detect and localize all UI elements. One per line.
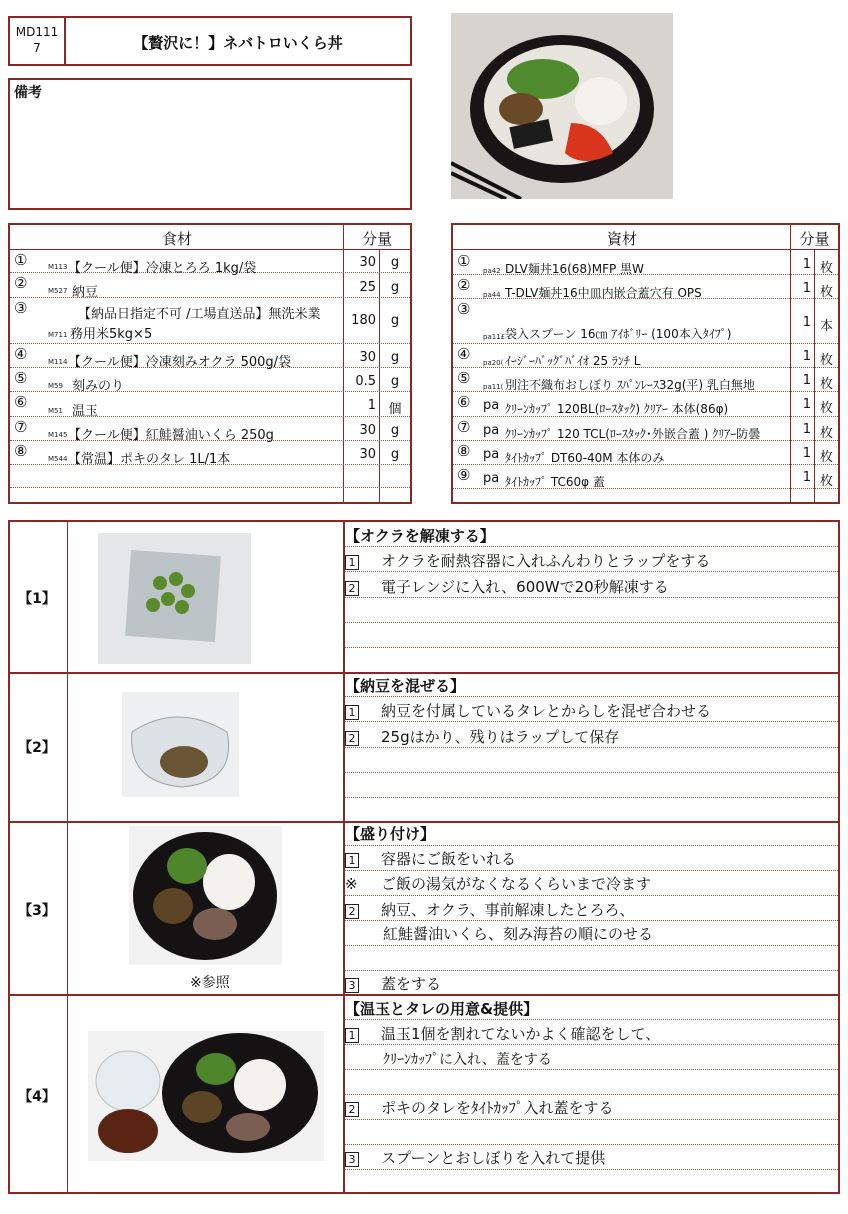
step-line: ｸﾘｰﾝｶｯﾌﾟに入れ、蓋をする — [383, 1052, 552, 1068]
step-title: 【温玉とタレの用意&提供】 — [345, 1000, 539, 1018]
materials-col-name: 資材 — [606, 230, 637, 248]
step-label: 【3】 — [18, 903, 56, 919]
recipe-title: 【贅沢に！】ネバトロいくら丼 — [133, 34, 343, 52]
step-line: 3 スプーンとおしぼりを入れて提供 — [345, 1147, 605, 1168]
step-label: 【1】 — [18, 591, 56, 607]
materials-table: 資材 分量 ① pa42 DLV麺丼16(68)MFP 黒W 1 枚 ② pa44 T-DLV麺丼16中皿内嵌合蓋穴有 OPS 1 枚 ③ pa11£ 袋入スプーン 16㎝ ｱｲﾎﾞﾘｰ (100本入ﾀｲﾌﾟ) 1 本 ④ pa20( ｲｰｼﾞｰﾊﾞｯｸﾞﾊﾞｲｵ 25 ﾗﾝﾁ L 1 枚 ⑤ pa11( 別注不織布おしぼり ｽﾊﾟﾝﾚｰｽ32g(平) 乳白無地 1 枚 ⑥ pa ｸﾘｰﾝｶｯﾌﾟ 120BL(ﾛｰｽﾀｯｸ) ｸﾘｱｰ 本体(86φ) 1 枚 ⑦ pa ｸﾘｰﾝｶｯﾌﾟ 120 TCL(ﾛｰｽﾀｯｸ･外嵌合蓋 ) ｸﾘｱｰ防曇 1 枚 ⑧ pa ﾀｲﾄｶｯﾌﾟ DT60-40M 本体のみ 1 枚 ⑨ pa ﾀｲﾄｶｯﾌﾟ TC60φ 蓋 1 枚 — [451, 223, 840, 504]
step-line: ※ ご飯の湯気がなくなるくらいまで冷ます — [345, 875, 652, 893]
code-box — [8, 16, 66, 66]
step-1-photo — [98, 533, 251, 664]
step-4-photo — [88, 1031, 324, 1161]
remarks-box — [8, 78, 412, 210]
step-label: 【2】 — [18, 740, 56, 756]
ingredients-col-name: 食材 — [161, 230, 192, 248]
step-line: 2 電子レンジに入れ、600Wで20秒解凍する — [345, 576, 669, 597]
step-line: 3 蓋をする — [345, 973, 441, 994]
title-box — [64, 16, 412, 66]
step-line: 2 ポキのタレをﾀｲﾄｶｯﾌﾟ入れ蓋をする — [345, 1097, 614, 1118]
ingredients-table: 食材 分量 ① M113 【クール便】冷凍とろろ 1kg/袋 30 g ② M527 納豆 25 g ③ 【納品日指定不可 /工場直送品】無洗米業 M711 務用米5kg×5 180 g ④ M114 【クール便】冷凍刻みオクラ 500g/袋 30 g ⑤ M59 刻みのり 0.5 g ⑥ M51 温玉 1 個 ⑦ M145 【クール便】紅鮭醤油いくら 250g 30 g ⑧ M544 【常温】ポキのタレ 1L/1本 30 g — [8, 223, 412, 504]
step-line: 2 納豆、オクラ、事前解凍したとろろ、 — [345, 899, 635, 920]
recipe-code: MD111 7 — [15, 25, 59, 55]
ingredients-col-qty: 分量 — [361, 230, 392, 248]
step-line: 2 25gはかり、残りはラップして保存 — [345, 726, 619, 747]
remarks-label: 備考 — [14, 85, 42, 101]
dish-photo — [451, 13, 673, 199]
step-line: 1 納豆を付属しているタレとからしを混ぜ合わせる — [345, 700, 711, 721]
materials-col-qty: 分量 — [799, 230, 830, 248]
step-title: 【盛り付け】 — [345, 825, 436, 843]
step-3-photo — [129, 826, 282, 965]
step-title: 【納豆を混ぜる】 — [345, 677, 466, 695]
step-2-photo — [122, 692, 239, 797]
step-line: 1 温玉1個を割れてないかよく確認をして、 — [345, 1023, 660, 1044]
step-title: 【オクラを解凍する】 — [345, 527, 495, 545]
step-line: 1 容器にご飯をいれる — [345, 848, 516, 869]
step-3-note: ※参照 — [190, 975, 230, 991]
step-line: 1 オクラを耐熱容器に入れふんわりとラップをする — [345, 550, 710, 571]
step-line: 紅鮭醤油いくら、刻み海苔の順にのせる — [383, 925, 654, 943]
step-label: 【4】 — [18, 1089, 56, 1105]
